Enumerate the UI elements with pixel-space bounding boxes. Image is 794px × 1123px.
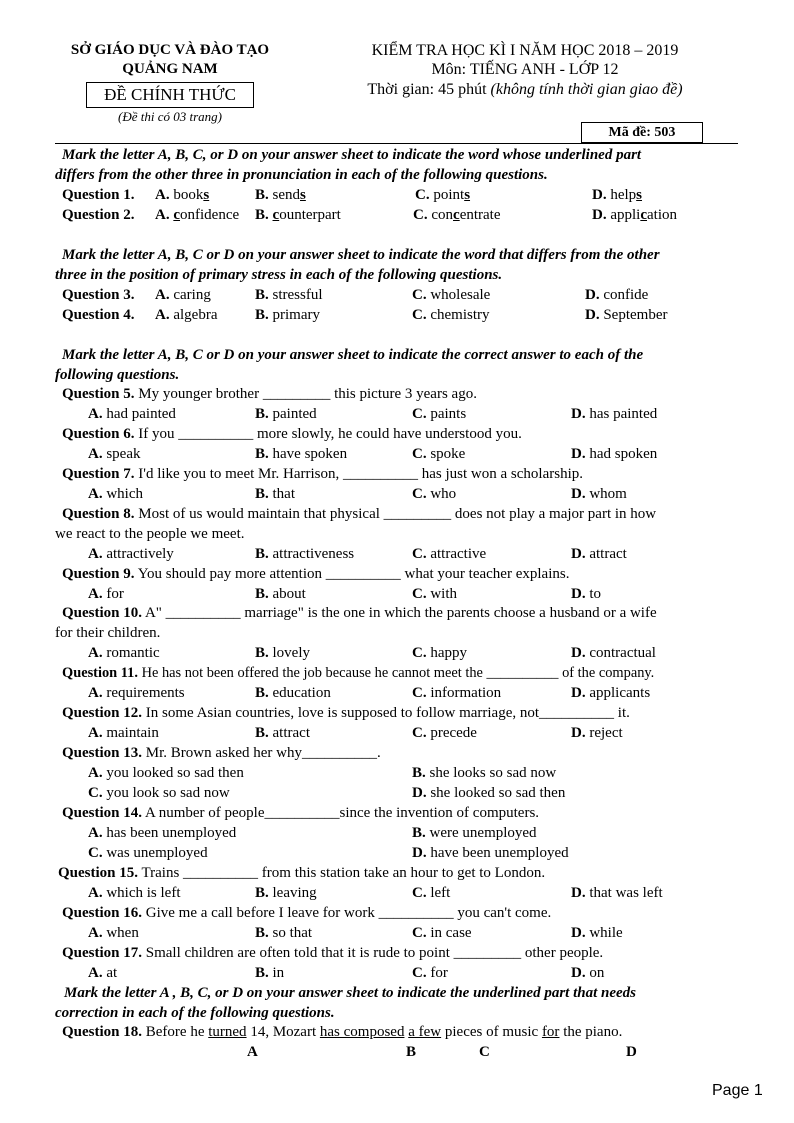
q17-option-d[interactable]: D. on	[571, 965, 605, 981]
q6-option-d[interactable]: D. had spoken	[571, 446, 658, 462]
q7-option-a[interactable]: A. which	[88, 486, 144, 502]
q13-option-b[interactable]: B. she looks so sad now	[412, 765, 557, 781]
question-12: Question 12. In some Asian countries, love is supposed to follow marriage, not__________ it.	[62, 705, 630, 721]
q18-letter-c: C	[479, 1044, 490, 1060]
q15-option-d[interactable]: D. that was left	[571, 885, 663, 901]
question-2: Question 2.	[62, 207, 135, 223]
section-3-instruction-1: Mark the letter A, B, C or D on your answer sheet to indicate the correct answer to each of the	[62, 347, 644, 363]
time-line	[320, 81, 730, 99]
q13-option-c[interactable]: C. you look so sad now	[88, 785, 230, 801]
q11-option-c[interactable]: C. information	[412, 685, 502, 701]
exam-code: Mã đề: 503	[581, 122, 703, 143]
q5-option-c[interactable]: C. paints	[412, 406, 467, 422]
q15-option-b[interactable]: B. leaving	[255, 885, 317, 901]
question-6: Question 6. If you __________ more slowly, he could have understood you.	[62, 426, 522, 442]
question-7: Question 7. I'd like you to meet Mr. Harrison, __________ has just won a scholarship.	[62, 466, 583, 482]
q16-option-a[interactable]: A. when	[88, 925, 139, 941]
q14-option-a[interactable]: A. has been unemployed	[88, 825, 237, 841]
q11-option-b[interactable]: B. education	[255, 685, 331, 701]
question-3: Question 3.	[62, 287, 135, 303]
q18-part-a[interactable]: turned	[208, 1024, 247, 1040]
section-4-instruction-1: Mark the letter A , B, C, or D on your answer sheet to indicate the underlined part that needs	[64, 985, 637, 1001]
q10-option-b[interactable]: B. lovely	[255, 645, 311, 661]
header-divider	[55, 143, 738, 144]
question-17: Question 17. Small children are often told that it is rude to point _________ other people.	[62, 945, 604, 961]
q2-option-a[interactable]: A. confidence	[155, 207, 240, 223]
q10-option-a[interactable]: A. romantic	[88, 645, 160, 661]
question-9: Question 9. You should pay more attention __________ what your teacher explains.	[62, 566, 570, 582]
question-10: Question 10. A" __________ marriage" is the one in which the parents choose a husband or a wife	[62, 605, 657, 621]
q2-option-d[interactable]: D. application	[592, 207, 678, 223]
q13-option-a[interactable]: A. you looked so sad then	[88, 765, 244, 781]
q2-option-c[interactable]: C. concentrate	[413, 207, 501, 223]
q3-option-c[interactable]: C. wholesale	[412, 287, 491, 303]
q12-option-b[interactable]: B. attract	[255, 725, 310, 741]
question-8: Question 8. Most of us would maintain that physical _________ does not play a major part in how	[62, 506, 657, 522]
q2-option-b[interactable]: B. counterpart	[255, 207, 341, 223]
q6-option-b[interactable]: B. have spoken	[255, 446, 348, 462]
q3-option-b[interactable]: B. stressful	[255, 287, 323, 303]
q12-option-d[interactable]: D. reject	[571, 725, 623, 741]
q15-option-c[interactable]: C. left	[412, 885, 451, 901]
section-4-instruction-2: correction in each of the following questions.	[55, 1005, 335, 1021]
q3-option-d[interactable]: D. confide	[585, 287, 649, 303]
section-2-instruction-1: Mark the letter A, B, C or D on your answer sheet to indicate the word that differs from the other	[62, 247, 660, 263]
q11-option-a[interactable]: A. requirements	[88, 685, 185, 701]
official-label: ĐỀ CHÍNH THỨC	[86, 82, 254, 108]
q1-option-b[interactable]: B. sends	[255, 187, 306, 203]
q14-option-c[interactable]: C. was unemployed	[88, 845, 208, 861]
q18-part-c[interactable]: a few	[408, 1024, 442, 1040]
province-name: QUẢNG NAM	[122, 61, 218, 77]
q3-option-a[interactable]: A. caring	[155, 287, 211, 303]
q15-option-a[interactable]: A. which is left	[88, 885, 181, 901]
question-11: Question 11. He has not been offered the job because he cannot meet the __________ of the company.	[62, 665, 655, 681]
q18-letter-b: B	[406, 1044, 417, 1060]
q17-option-c[interactable]: C. for	[412, 965, 448, 981]
q17-option-a[interactable]: A. at	[88, 965, 118, 981]
pages-note: (Đề thi có 03 trang)	[118, 109, 222, 124]
q6-option-c[interactable]: C. spoke	[412, 446, 466, 462]
section-1-instruction-2: differs from the other three in pronunciation in each of the following questions.	[55, 167, 548, 183]
q7-option-b[interactable]: B. that	[255, 486, 296, 502]
q16-option-c[interactable]: C. in case	[412, 925, 472, 941]
q4-option-d[interactable]: D. September	[585, 307, 668, 323]
exam-title: KIỂM TRA HỌC KÌ I NĂM HỌC 2018 – 2019	[371, 42, 679, 59]
section-1-instruction-1: Mark the letter A, B, C, or D on your answer sheet to indicate the word whose underlined part	[62, 147, 642, 163]
q11-option-d[interactable]: D. applicants	[571, 685, 651, 701]
q18-part-d[interactable]: for	[541, 1024, 560, 1040]
q13-option-d[interactable]: D. she looked so sad then	[412, 785, 566, 801]
q9-option-a[interactable]: A. for	[88, 586, 124, 602]
q17-option-b[interactable]: B. in	[255, 965, 285, 981]
question-10-cont: for their children.	[55, 625, 161, 641]
question-8-cont: we react to the people we meet.	[55, 526, 245, 542]
q7-option-c[interactable]: C. who	[412, 486, 457, 502]
q18-part-b[interactable]: has composed	[319, 1024, 405, 1040]
q9-option-d[interactable]: D. to	[571, 586, 602, 602]
q6-option-a[interactable]: A. speak	[88, 446, 141, 462]
q5-option-a[interactable]: A. had painted	[88, 406, 176, 422]
q18-letter-d: D	[626, 1044, 637, 1060]
question-4: Question 4.	[62, 307, 135, 323]
question-1: Question 1.	[62, 187, 135, 203]
q14-option-d[interactable]: D. have been unemployed	[412, 845, 569, 861]
q4-option-b[interactable]: B. primary	[255, 307, 320, 323]
section-3-instruction-2: following questions.	[55, 367, 180, 383]
q8-option-d[interactable]: D. attract	[571, 546, 627, 562]
q12-option-c[interactable]: C. precede	[412, 725, 477, 741]
time-main: Thời gian: 45 phút	[367, 81, 491, 98]
subject-line: Môn: TIẾNG ANH - LỚP 12	[431, 61, 619, 78]
q9-option-c[interactable]: C. with	[412, 586, 458, 602]
question-5: Question 5. My younger brother _________ this picture 3 years ago.	[62, 386, 477, 402]
question-16: Question 16. Give me a call before I leave for work __________ you can't come.	[62, 905, 552, 921]
q18-letter-a: A	[247, 1044, 258, 1060]
q14-option-b[interactable]: B. were unemployed	[412, 825, 537, 841]
q8-option-c[interactable]: C. attractive	[412, 546, 487, 562]
q10-option-c[interactable]: C. happy	[412, 645, 468, 661]
q16-option-d[interactable]: D. while	[571, 925, 623, 941]
q9-option-b[interactable]: B. about	[255, 586, 306, 602]
page-number: Page 1	[712, 1082, 763, 1099]
question-18: Question 18. Before he turned 14, Mozart has composed a few pieces of music for the piano.	[62, 1024, 623, 1040]
q8-option-b[interactable]: B. attractiveness	[255, 546, 355, 562]
question-14: Question 14. A number of people__________since the invention of computers.	[62, 805, 540, 821]
q5-option-b[interactable]: B. painted	[255, 406, 317, 422]
q4-option-a[interactable]: A. algebra	[155, 307, 218, 323]
q4-option-c[interactable]: C. chemistry	[412, 307, 490, 323]
q16-option-b[interactable]: B. so that	[255, 925, 313, 941]
q1-option-d[interactable]: D. helps	[592, 187, 643, 203]
q10-option-d[interactable]: D. contractual	[571, 645, 656, 661]
section-2-instruction-2: three in the position of primary stress in each of the following questions.	[55, 267, 503, 283]
q5-option-d[interactable]: D. has painted	[571, 406, 658, 422]
question-15: Question 15. Trains __________ from this station take an hour to get to London.	[58, 865, 546, 881]
q1-option-c[interactable]: C. points	[415, 187, 471, 203]
q12-option-a[interactable]: A. maintain	[88, 725, 159, 741]
time-note: (không tính thời gian giao đề)	[490, 81, 683, 98]
q7-option-d[interactable]: D. whom	[571, 486, 627, 502]
q8-option-a[interactable]: A. attractively	[88, 546, 174, 562]
q1-option-a[interactable]: A. books	[155, 187, 210, 203]
question-13: Question 13. Mr. Brown asked her why__________.	[62, 745, 381, 761]
department-name: SỞ GIÁO DỤC VÀ ĐÀO TẠO	[70, 42, 270, 58]
